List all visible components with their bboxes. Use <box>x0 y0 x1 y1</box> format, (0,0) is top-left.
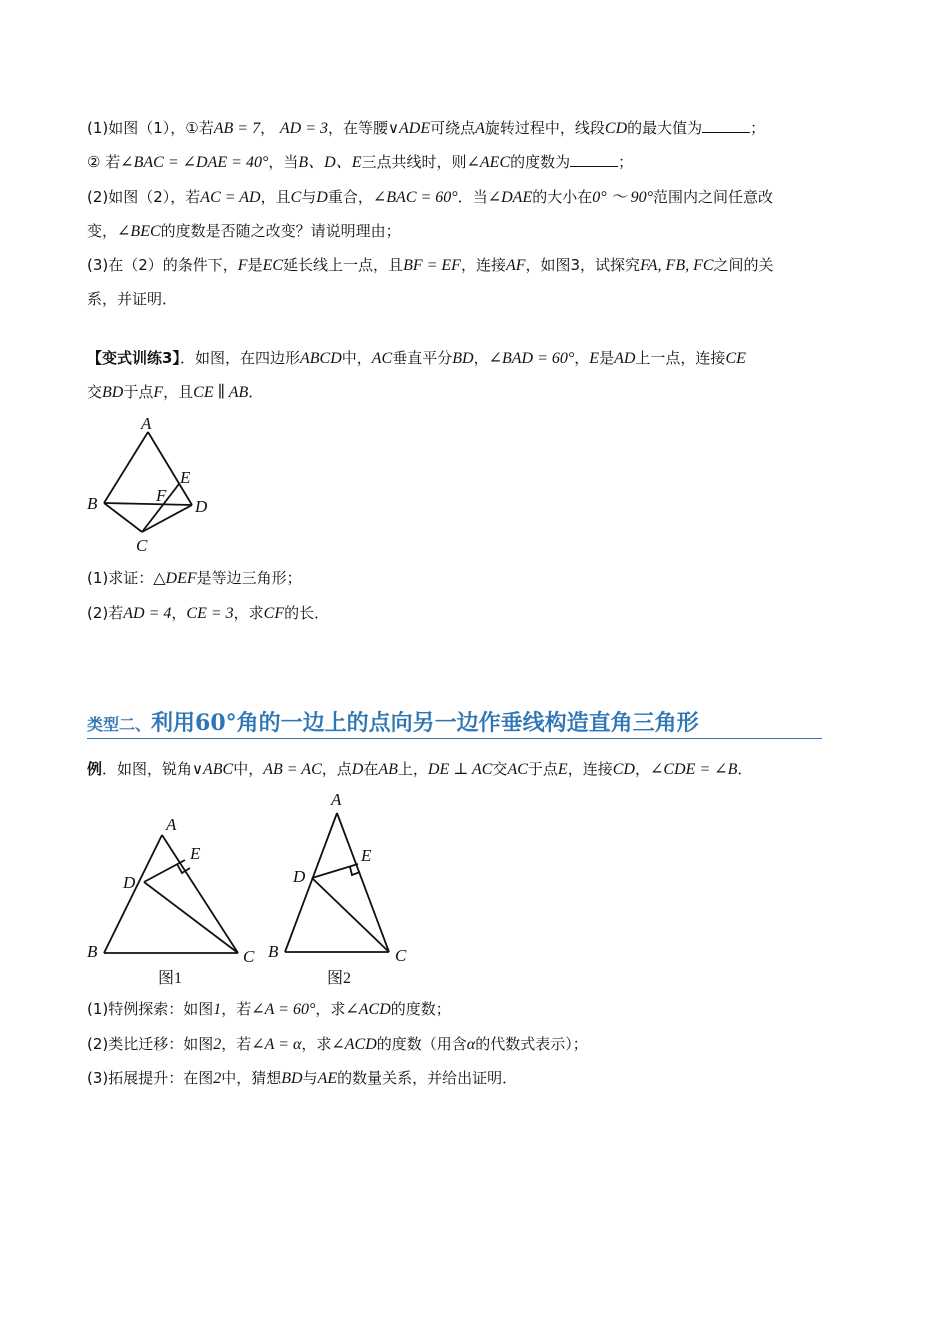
text: 与 <box>302 1069 318 1087</box>
text: ．如图，锐角∨ <box>102 760 203 778</box>
text: (1)特例探索：如图 <box>87 1000 214 1018</box>
problem-1-part-4-cont <box>87 288 177 310</box>
text: ， <box>634 760 650 778</box>
problem-1-part-4 <box>87 254 774 277</box>
text: 的度数（用含 <box>376 1035 467 1053</box>
text: 延长线上一点，且 <box>283 256 404 274</box>
text: ． <box>248 383 264 401</box>
math: ∠ACD <box>331 1036 377 1053</box>
label-e: E <box>180 468 191 487</box>
text: 的度数为 <box>510 153 571 171</box>
text: ② 若 <box>87 153 121 171</box>
math: AE <box>317 1070 338 1087</box>
label-b: B <box>87 494 98 513</box>
text: (2)如图（2），若 <box>87 188 201 206</box>
math: F <box>237 257 248 274</box>
text: ，且 <box>260 188 291 206</box>
math: 2 <box>213 1036 222 1053</box>
math: BD <box>102 384 124 401</box>
math: BF = EF <box>403 257 461 274</box>
text: ，求 <box>315 1000 346 1018</box>
text: ； <box>750 119 766 137</box>
segment-ac <box>337 813 389 952</box>
segment-ab <box>104 835 162 953</box>
math: ∠A = 60° <box>251 1001 316 1018</box>
label-d: D <box>293 867 306 886</box>
math: DE ⊥ AC <box>427 761 493 778</box>
math: AD = 4 <box>123 605 172 622</box>
math: ∠AEC <box>466 154 511 171</box>
math: CD <box>612 761 635 778</box>
math: ∠BAC = 60° <box>372 189 458 206</box>
math: ∠DAE <box>487 189 533 206</box>
math: CE = 3 <box>186 605 234 622</box>
text: (2)类比迁移：如图 <box>87 1035 214 1053</box>
segment-dc <box>144 882 238 953</box>
segment-cd <box>142 505 192 532</box>
math: AD <box>614 350 636 367</box>
label-a: A <box>141 414 152 433</box>
math: ∠BEC <box>117 223 161 240</box>
label-f: F <box>156 486 167 505</box>
segment-bd <box>104 503 192 505</box>
math: CD <box>604 120 628 137</box>
problem-1-part-3-cont <box>87 220 401 243</box>
text: 的度数是否随之改变？请说明理由； <box>160 222 401 240</box>
text: ，点 <box>321 760 352 778</box>
math: E <box>557 761 568 778</box>
math: 0° ～ 90° <box>592 189 654 206</box>
label-a: A <box>166 815 177 834</box>
math: ∠BAC = ∠DAE = 40° <box>120 154 269 171</box>
text: 是 <box>599 349 615 367</box>
text: 系，并证明． <box>87 290 178 308</box>
text: (2)若 <box>87 604 124 622</box>
text: 上一点，连接 <box>635 349 726 367</box>
variant-training-3 <box>87 347 746 370</box>
example-question-3 <box>87 1067 517 1090</box>
math: AC = AD <box>200 189 261 206</box>
text: 在 <box>363 760 379 778</box>
text: 的度数； <box>390 1000 451 1018</box>
figure-1 <box>80 805 280 990</box>
text: ，若 <box>221 1035 252 1053</box>
math: FA, FB, FC <box>640 257 714 274</box>
text: 上， <box>397 760 428 778</box>
text: 与 <box>301 188 317 206</box>
segment-ab <box>104 432 148 503</box>
label-d: D <box>195 497 208 516</box>
math: AC <box>371 350 393 367</box>
text: 的代数式表示）； <box>475 1035 588 1053</box>
answer-blank[interactable] <box>702 118 750 133</box>
text: ； <box>618 153 634 171</box>
math: AB <box>378 761 398 778</box>
math: CE <box>725 350 746 367</box>
text: (3)拓展提升：在图 <box>87 1069 214 1087</box>
segment-bc <box>104 503 142 532</box>
math: ∠BAD = 60° <box>488 350 575 367</box>
example-question-1 <box>87 998 451 1021</box>
quadrilateral-figure <box>80 410 230 560</box>
text: 可绕点 <box>430 119 476 137</box>
math: ∠ACD <box>345 1001 391 1018</box>
section-tag: 类型二、 <box>87 715 152 734</box>
text: 是 <box>247 256 263 274</box>
figure-2 <box>265 785 425 990</box>
variant-question-1 <box>87 567 302 590</box>
label-c: C <box>136 536 148 555</box>
text: ，在等腰∨ <box>328 119 399 137</box>
text: 是等边三角形； <box>196 569 302 587</box>
label-b: B <box>268 942 279 961</box>
figure-2-caption: 图2 <box>327 970 352 987</box>
label-c: C <box>395 946 407 965</box>
problem-1-part-2 <box>87 151 633 174</box>
math: ∠CDE = ∠B <box>649 761 738 778</box>
segment-de <box>144 860 185 882</box>
text: 中， <box>341 349 372 367</box>
text: 的最大值为 <box>627 119 703 137</box>
label-c: C <box>243 947 255 966</box>
label-d: D <box>123 873 136 892</box>
text: 交 <box>87 383 103 401</box>
math: B、D、E <box>298 154 362 171</box>
math: D <box>316 189 328 206</box>
text: ， <box>260 119 276 137</box>
text: 中， <box>233 760 264 778</box>
example-question-2 <box>87 1033 588 1056</box>
text: ，若 <box>221 1000 252 1018</box>
math: ABCD <box>299 350 342 367</box>
math: CF <box>263 605 285 622</box>
math: D <box>351 761 364 778</box>
text: 于点 <box>123 383 154 401</box>
math: C <box>290 189 302 206</box>
label-a: A <box>331 790 342 809</box>
variant-tag: 【变式训练3】 <box>87 349 180 367</box>
text: 范围内之间任意改 <box>653 188 774 206</box>
text: ，连接 <box>460 256 506 274</box>
math: F <box>153 384 164 401</box>
math: A <box>475 120 485 137</box>
text: ． <box>737 760 753 778</box>
text: ，如图3，试探究 <box>525 256 641 274</box>
variant-question-2 <box>87 602 329 625</box>
label-e: E <box>361 846 372 865</box>
answer-blank[interactable] <box>570 152 618 167</box>
text: ，连接 <box>567 760 613 778</box>
text: 的数量关系，并给出证明． <box>337 1069 518 1087</box>
text: 之间的关 <box>713 256 774 274</box>
figure-1-caption: 图1 <box>158 970 183 987</box>
math: AC <box>507 761 528 778</box>
text: ．如图，在四边形 <box>179 349 300 367</box>
math: E <box>589 350 600 367</box>
text: ．当 <box>457 188 488 206</box>
math: 2 <box>213 1070 222 1087</box>
math: BD <box>281 1070 303 1087</box>
text: 于点 <box>527 760 558 778</box>
text: ，求 <box>301 1035 332 1053</box>
math: △DEF <box>153 570 197 587</box>
text: 中，猜想 <box>221 1069 282 1087</box>
math: CE ∥ AB <box>193 384 249 401</box>
label-b: B <box>87 942 98 961</box>
problem-1-part-1 <box>87 117 765 140</box>
segment-dc <box>312 878 389 952</box>
text: 重合， <box>327 188 373 206</box>
text: (1)求证： <box>87 569 154 587</box>
text: ， <box>574 349 590 367</box>
problem-1-part-3 <box>87 186 773 209</box>
math: BD <box>452 350 474 367</box>
text: ， <box>171 604 187 622</box>
math: AF <box>505 257 526 274</box>
math: AD = 3 <box>279 120 329 137</box>
text: ，且 <box>163 383 194 401</box>
section-heading <box>87 706 822 739</box>
variant-training-3-cont <box>87 381 263 404</box>
math: 1 <box>213 1001 222 1018</box>
example-tag: 例 <box>87 760 103 778</box>
math: ADE <box>399 120 431 137</box>
math: EC <box>262 257 284 274</box>
math: AB = AC <box>263 761 322 778</box>
text: 的大小在 <box>532 188 593 206</box>
label-e: E <box>190 844 201 863</box>
text: (1)如图（1），①若 <box>87 119 214 137</box>
text: 的长． <box>284 604 330 622</box>
math: ∠A = α <box>251 1036 302 1053</box>
text: ， <box>473 349 489 367</box>
math: ABC <box>203 761 234 778</box>
section-title: 利用60°角的一边上的点向另一边作垂线构造直角三角形 <box>151 710 699 736</box>
text: 垂直平分 <box>392 349 453 367</box>
text: ，当 <box>268 153 299 171</box>
example-statement <box>87 758 752 781</box>
text: ，求 <box>233 604 264 622</box>
text: (3)在（2）的条件下， <box>87 256 238 274</box>
text: 变， <box>87 222 118 240</box>
math: AB = 7 <box>213 120 261 137</box>
text: 旋转过程中，线段 <box>484 119 605 137</box>
text: 交 <box>492 760 508 778</box>
text: 三点共线时，则 <box>361 153 467 171</box>
math: α <box>466 1036 476 1053</box>
